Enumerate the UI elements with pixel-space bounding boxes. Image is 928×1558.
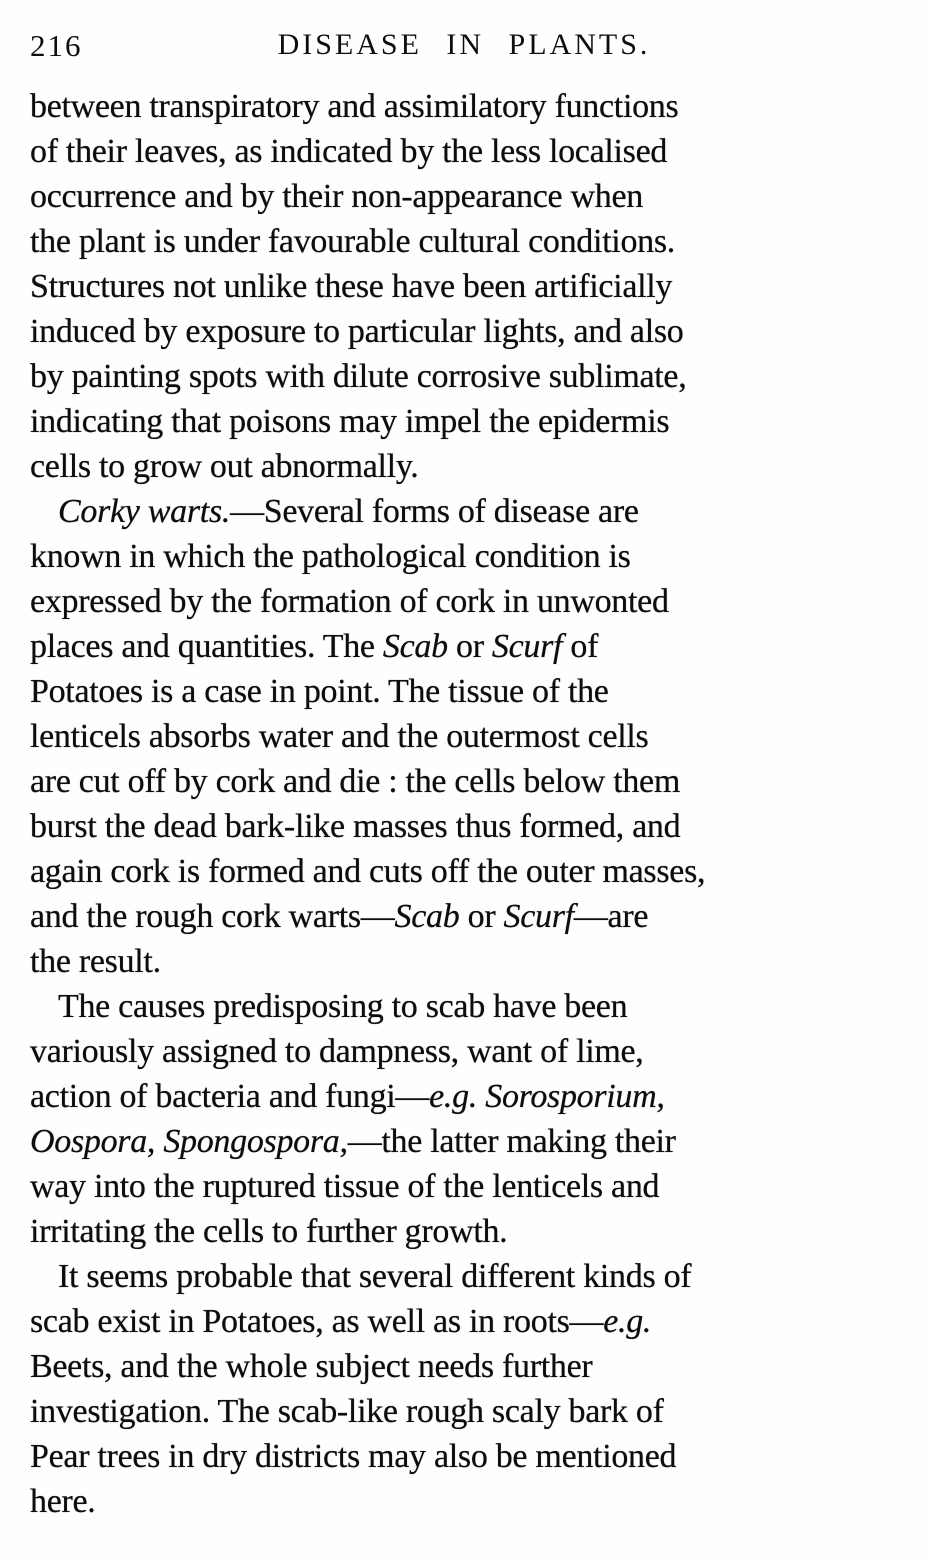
text-line (30, 1344, 892, 1389)
body-text: way into the ruptured tissue of the lenticels and (30, 1168, 660, 1205)
body-text: Beets, and the whole subject needs further (30, 1348, 593, 1385)
body-text: the result. (30, 943, 161, 980)
text-line (30, 624, 892, 669)
text-line (30, 1119, 892, 1164)
body-text: —Several forms of disease are (230, 493, 639, 530)
body-text: irritating the cells to further growth. (30, 1213, 508, 1250)
text-line (30, 849, 892, 894)
body-text: Pear trees in dry districts may also be mentioned (30, 1438, 677, 1475)
text-line (30, 714, 892, 759)
body-text: lenticels absorbs water and the outermost cells (30, 718, 649, 755)
body-text: are cut off by cork and die : the cells below them (30, 763, 680, 800)
text-line (30, 1434, 892, 1479)
page-number: 216 (30, 28, 83, 63)
body-text: induced by exposure to particular lights, and also (30, 313, 684, 350)
text-line (30, 1389, 892, 1434)
text-line (30, 759, 892, 804)
paragraph (30, 984, 892, 1254)
page-header (0, 28, 928, 68)
body-text: The causes predisposing to scab have been (58, 988, 628, 1025)
text-line (30, 1209, 892, 1254)
body-text: or (459, 898, 504, 935)
text-line (30, 534, 892, 579)
text-line (30, 219, 892, 264)
body-text: cells to grow out abnormally. (30, 448, 419, 485)
italic-text: Oospora, Spongospora, (30, 1123, 348, 1160)
body-text: the plant is under favourable cultural conditions. (30, 223, 675, 260)
body-text: variously assigned to dampness, want of lime, (30, 1033, 644, 1070)
paragraph (30, 84, 892, 489)
text-line (30, 984, 892, 1029)
text-line (30, 489, 892, 534)
body-text: —are (573, 898, 649, 935)
body-text: scab exist in Potatoes, as well as in roots— (30, 1303, 604, 1340)
body-text: Structures not unlike these have been artificially (30, 268, 673, 305)
text-line (30, 309, 892, 354)
body-text: Potatoes is a case in point. The tissue of the (30, 673, 609, 710)
body-text: known in which the pathological condition is (30, 538, 631, 575)
body-text: between transpiratory and assimilatory functions (30, 88, 679, 125)
italic-text: Sorosporium, (485, 1078, 665, 1115)
text-line (30, 1479, 892, 1524)
text-line (30, 1074, 892, 1119)
body-text: of (562, 628, 599, 665)
text-line (30, 399, 892, 444)
body-text: or (447, 628, 492, 665)
text-line (30, 804, 892, 849)
body-text: burst the dead bark-like masses thus formed, and (30, 808, 681, 845)
text-line (30, 444, 892, 489)
text-body (30, 84, 892, 1524)
body-text: places and quantities. The (30, 628, 383, 665)
text-line (30, 894, 892, 939)
text-line (30, 129, 892, 174)
text-line (30, 1299, 892, 1344)
italic-text: Scurf (503, 898, 574, 935)
text-line (30, 174, 892, 219)
text-line (30, 1254, 892, 1299)
body-text: —the latter making their (347, 1123, 676, 1160)
italic-text: Scab (382, 628, 448, 665)
text-line (30, 939, 892, 984)
body-text: indicating that poisons may impel the epidermis (30, 403, 670, 440)
text-line (30, 354, 892, 399)
text-line (30, 84, 892, 129)
paragraph (30, 1254, 892, 1524)
text-line (30, 1164, 892, 1209)
text-line (30, 264, 892, 309)
text-line (30, 579, 892, 624)
body-text: investigation. The scab-like rough scaly bark of (30, 1393, 664, 1430)
italic-text: Scab (394, 898, 460, 935)
italic-text: e.g. (429, 1078, 478, 1115)
body-text: expressed by the formation of cork in unwonted (30, 583, 669, 620)
italic-text: e.g. (603, 1303, 652, 1340)
body-text: occurrence and by their non-appearance when (30, 178, 643, 215)
body-text: and the rough cork warts— (30, 898, 395, 935)
body-text: again cork is formed and cuts off the outer masses, (30, 853, 706, 890)
body-text: action of bacteria and fungi— (30, 1078, 430, 1115)
body-text: here. (30, 1483, 96, 1520)
italic-text: Corky warts. (58, 493, 231, 530)
body-text: It seems probable that several different kinds of (58, 1258, 692, 1295)
body-text: of their leaves, as indicated by the less localised (30, 133, 668, 170)
italic-text: Scurf (491, 628, 563, 665)
body-text: by painting spots with dilute corrosive sublimate, (30, 358, 687, 395)
text-line (30, 669, 892, 714)
paragraph (30, 489, 892, 984)
running-title: DISEASE IN PLANTS. (277, 28, 651, 61)
text-line (30, 1029, 892, 1074)
